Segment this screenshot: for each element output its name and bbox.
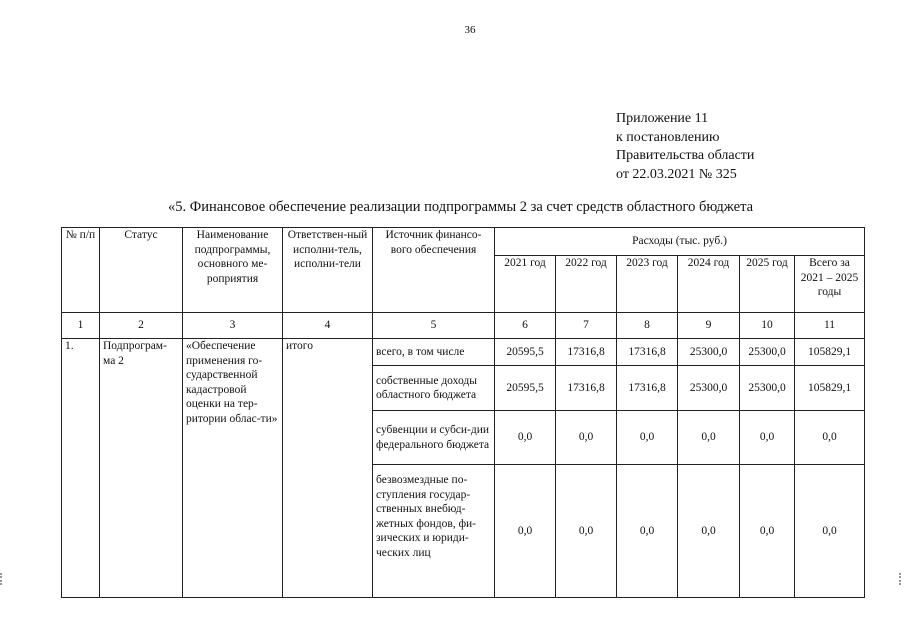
header-executor: Ответствен-ный исполни-тель, исполни-тели bbox=[283, 228, 373, 313]
col-number: 3 bbox=[183, 313, 283, 339]
value-cell: 25300,0 bbox=[678, 366, 740, 411]
value-cell: 17316,8 bbox=[556, 339, 617, 366]
value-cell: 17316,8 bbox=[617, 366, 678, 411]
col-number: 5 bbox=[373, 313, 495, 339]
col-number: 10 bbox=[740, 313, 795, 339]
header-year-2025: 2025 год bbox=[740, 256, 795, 313]
table-row bbox=[62, 339, 865, 366]
column-number-row bbox=[62, 313, 865, 339]
value-cell: 105829,1 bbox=[795, 339, 865, 366]
header-year-2022: 2022 год bbox=[556, 256, 617, 313]
row-status: Подпрограм-ма 2 bbox=[100, 339, 183, 598]
value-cell: 0,0 bbox=[740, 465, 795, 598]
value-cell: 0,0 bbox=[495, 411, 556, 465]
col-number: 8 bbox=[617, 313, 678, 339]
row-name: «Обеспечение применения го-сударственной кадастровой оценки на тер-ритории облас-ти» bbox=[183, 339, 283, 598]
col-number: 6 bbox=[495, 313, 556, 339]
appendix-line: от 22.03.2021 № 325 bbox=[616, 166, 737, 182]
header-source: Источник финансо-вого обеспечения bbox=[373, 228, 495, 313]
value-cell: 0,0 bbox=[678, 411, 740, 465]
page-number: 36 bbox=[464, 24, 476, 36]
header-expenses: Расходы (тыс. руб.) bbox=[495, 228, 865, 256]
value-cell: 17316,8 bbox=[556, 366, 617, 411]
header-year-2021: 2021 год bbox=[495, 256, 556, 313]
scan-edge-mark bbox=[0, 573, 6, 585]
header-row bbox=[62, 228, 865, 256]
header-total: Всего за 2021 – 2025 годы bbox=[795, 256, 865, 313]
appendix-line: Правительства области bbox=[616, 148, 755, 163]
header-name: Наименование подпрограммы, основного ме-роприятия bbox=[183, 228, 283, 313]
source-label: собственные доходы областного бюджета bbox=[373, 366, 495, 411]
document-title: «5. Финансовое обеспечение реализации подпрограммы 2 за счет средств областного бюджета bbox=[168, 199, 754, 215]
source-label: субвенции и субси-дии федерального бюджета bbox=[373, 411, 495, 465]
value-cell: 20595,5 bbox=[495, 366, 556, 411]
header-num: № п/п bbox=[62, 228, 100, 313]
row-number: 1. bbox=[62, 339, 100, 598]
source-label: всего, в том числе bbox=[373, 339, 495, 366]
scan-edge-mark bbox=[899, 573, 905, 585]
value-cell: 0,0 bbox=[617, 411, 678, 465]
value-cell: 0,0 bbox=[795, 465, 865, 598]
header-year-2024: 2024 год bbox=[678, 256, 740, 313]
appendix-line: к постановлению bbox=[616, 129, 720, 145]
header-status: Статус bbox=[100, 228, 183, 313]
value-cell: 0,0 bbox=[740, 411, 795, 465]
appendix-block bbox=[616, 110, 754, 184]
value-cell: 25300,0 bbox=[740, 366, 795, 411]
row-executor: итого bbox=[283, 339, 373, 598]
value-cell: 0,0 bbox=[556, 465, 617, 598]
col-number: 1 bbox=[62, 313, 100, 339]
financing-table bbox=[61, 227, 865, 598]
value-cell: 0,0 bbox=[678, 465, 740, 598]
col-number: 11 bbox=[795, 313, 865, 339]
source-label: безвозмездные по-ступления государ-ственных внебюд-жетных фондов, фи-зических и юриди-ческих лиц bbox=[373, 465, 495, 598]
header-year-2023: 2023 год bbox=[617, 256, 678, 313]
value-cell: 0,0 bbox=[795, 411, 865, 465]
value-cell: 0,0 bbox=[556, 411, 617, 465]
appendix-line: Приложение 11 bbox=[616, 111, 709, 126]
value-cell: 20595,5 bbox=[495, 339, 556, 366]
value-cell: 25300,0 bbox=[678, 339, 740, 366]
value-cell: 0,0 bbox=[617, 465, 678, 598]
value-cell: 105829,1 bbox=[795, 366, 865, 411]
col-number: 4 bbox=[283, 313, 373, 339]
col-number: 2 bbox=[100, 313, 183, 339]
col-number: 7 bbox=[556, 313, 617, 339]
col-number: 9 bbox=[678, 313, 740, 339]
value-cell: 17316,8 bbox=[617, 339, 678, 366]
value-cell: 25300,0 bbox=[740, 339, 795, 366]
value-cell: 0,0 bbox=[495, 465, 556, 598]
